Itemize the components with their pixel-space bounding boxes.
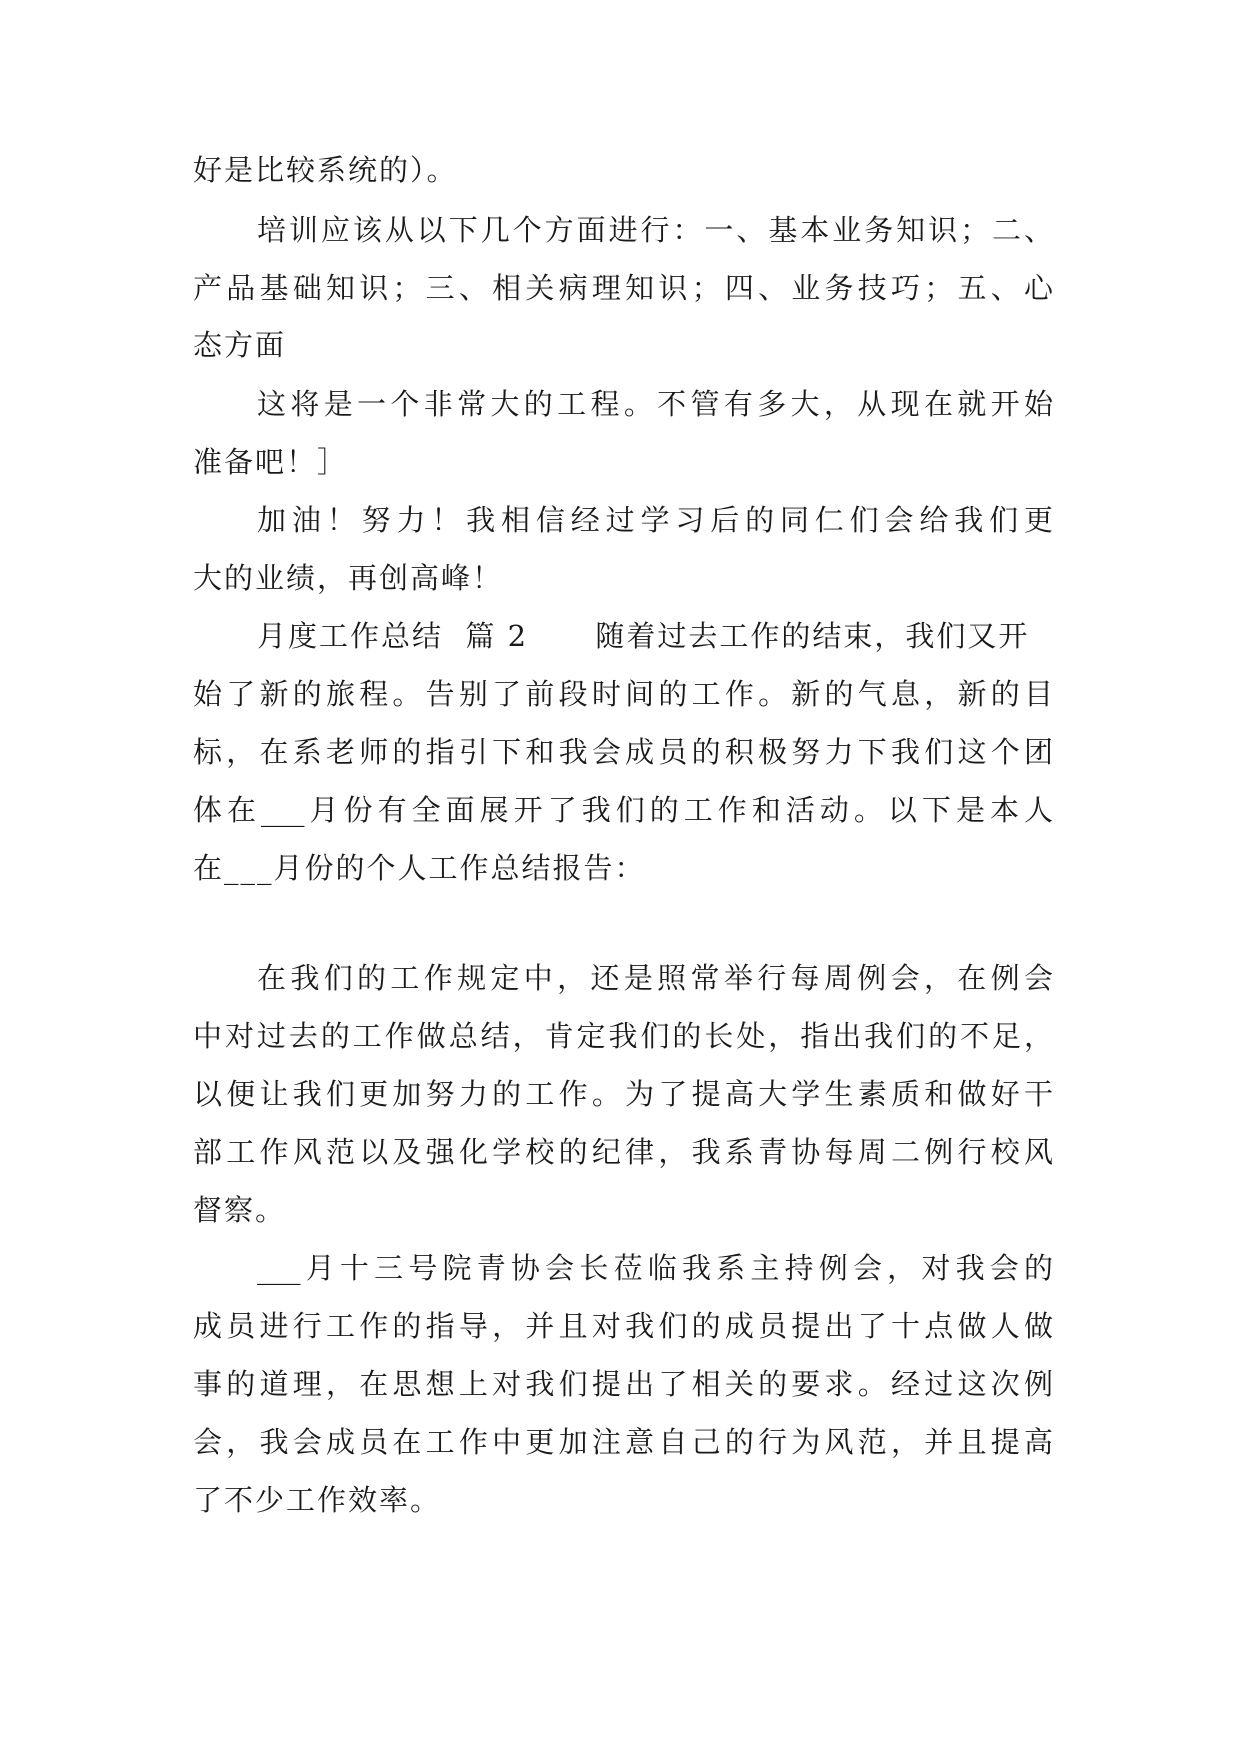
text-line: 加油！努力！我相信经过学习后的同仁们会给我们更	[257, 503, 1053, 537]
text-line: 在___月份的个人工作总结报告：	[193, 851, 646, 885]
text-line: 中对过去的工作做总结，肯定我们的长处，指出我们的不足，	[193, 1019, 1053, 1053]
text-line: 产品基础知识；三、相关病理知识；四、业务技巧；五、心	[193, 271, 1053, 305]
text-line: 大的业绩，再创高峰！	[193, 561, 504, 595]
text-line: 在我们的工作规定中，还是照常举行每周例会，在例会	[257, 961, 1053, 995]
text-line: 这将是一个非常大的工程。不管有多大，从现在就开始	[257, 387, 1053, 421]
text-line: 会，我会成员在工作中更加注意自己的行为风范，并且提高	[193, 1425, 1053, 1459]
text-line: 体在___月份有全面展开了我们的工作和活动。以下是本人	[193, 793, 1053, 827]
text-line: 始了新的旅程。告别了前段时间的工作。新的气息，新的目	[193, 677, 1053, 711]
text-line: 事的道理，在思想上对我们提出了相关的要求。经过这次例	[193, 1367, 1053, 1401]
text-line: 部工作风范以及强化学校的纪律，我系青协每周二例行校风	[193, 1135, 1053, 1169]
text-line: 督察。	[193, 1193, 287, 1227]
text-line: 态方面	[193, 328, 287, 362]
section-heading-line: 月度工作总结 篇 2 随着过去工作的结束，我们又开	[257, 619, 1030, 653]
text-line: 培训应该从以下几个方面进行：一、基本业务知识；二、	[257, 213, 1053, 247]
text-line: 了不少工作效率。	[193, 1483, 442, 1517]
text-line: 成员进行工作的指导，并且对我们的成员提出了十点做人做	[193, 1309, 1053, 1343]
text-line: 准备吧！］	[193, 445, 349, 479]
text-line: ___月十三号院青协会长莅临我系主持例会，对我会的	[257, 1251, 1053, 1285]
text-line: 以便让我们更加努力的工作。为了提高大学生素质和做好干	[193, 1077, 1053, 1111]
text-line: 好是比较系统的）。	[193, 153, 458, 187]
text-line: 标，在系老师的指引下和我会成员的积极努力下我们这个团	[193, 735, 1053, 769]
